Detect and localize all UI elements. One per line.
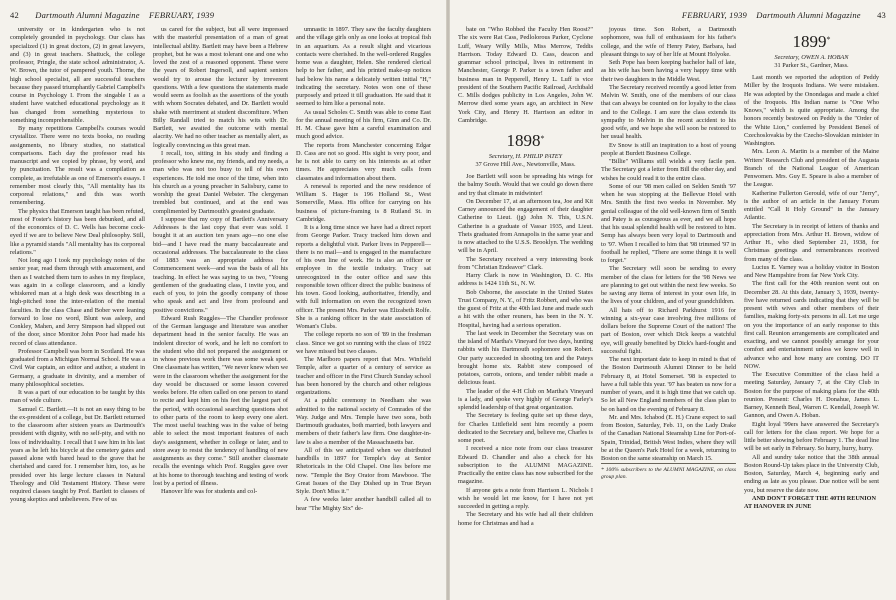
paragraph: The Secretary is feeling quite set up these days, for Charles Littlefield sent him recently a poem dedicated to the Secretary and, believe me, Charles is some poet.: [458, 412, 593, 444]
column-5: [601, 26, 736, 594]
column-1: [10, 26, 145, 594]
paragraph: The physics that Emerson taught has been refuted, most of Foster's history has been debunked, and all of the economics of D. C. Wells has become cock-eyed if we are to believe New Deal philosophy. Still, like a pyramid stands "All mentality has its corporeal relations.": [10, 207, 145, 256]
paragraph: By many repetitions Campbell's courses would crystallize. There were no texts books, no reading assignments, no library studies, no statistical comparisons. Each day the professor read his manuscript and we copied by phrase, by word, and by punctuation. The result was a compilation as complete, as irrefutable as one of Emerson's essays. I remember most clearly this, "All mentality has its corporeal relations," and this was worth remembering.: [10, 125, 145, 207]
paragraph: The reports from Manchester concerning Edgar D. Cass are not so good. His sight is very poor, and he is not able to carry on his interests as at other times. He appreciates very much calls from classmates and information about them.: [296, 141, 431, 182]
right-running-header: [682, 10, 886, 22]
column-4: [458, 26, 593, 594]
paragraph: I suppose that my copy of Bartlett's Anniversary Addresses is the last copy that ever was sold. I bought it at an auction ten years ago—no one else bid—and I have read the many baccalaureate and occasional addresses. The baccalaureate to the class of 1883 was an appropriate address for Commencement week—and was the basis of all his teaching. In effect he was saying to us two, "Young gentlemen of the graduating class, I invite you, and each of you, to join the goodly company of those who speak and act and live from profound and positive convictions.": [153, 215, 288, 314]
paragraph: Katherine Fullerton Gerould, wife of our "Jerry", is the author of an article in the January Forum entitled "Call It Holy Ground" in the January Atlantic.: [744, 189, 879, 222]
paragraph: Eight loyal '99ers have answered the Secretary's call for letters for the class report. We hope for a little better showing before February 1. The dead line will be set early in February. So hurry, hurry, hurry.: [744, 420, 879, 453]
paragraph: us cared for the subject, but all were impressed with the masterful presentation of a man of great intellectual ability. Bartlett may have been a Hebrew prophet, but he was a most tolerant one and one who loved the zest of a reasoned opponent. These were the years of Robert Ingersoll, and sapient seniors would try to arouse the lecturer by irreverent questions. With a few questions the statements made would seem as foolish as the assertions of the youth with whom Socrates debated, and Dr. Bartlett would shake with merriment at student discomfiture. When Billy Randall tried to match his wits with Dr. Bartlett, we awaited the outcome with mental alacrity. We had no other teacher as mentally alert, as logically convincing as this great man.: [153, 26, 288, 149]
paragraph: The first call for the 40th reunion went out on December 28. At this date, January 3, 1939, twenty-five have returned cards indicating that they will be present with wives and other members of their families, making forty-six persons in all. Let me urge on you the importance of an early response to this first call. Reunion arrangements are complicated and exacting, and we cannot possibly arrange for your comfort and entertainment unless we know well in advance who and how many are coming. DO IT NOW.: [744, 280, 879, 370]
left-page-number: 42: [10, 10, 19, 20]
paragraph: All and sundry take notice that the 38th annual Boston Round-Up takes place in the University Club, Boston, Saturday, March 4, beginning early and ending as late as you please. Due notice will be sent you, but reserve the date now.: [744, 453, 879, 494]
paragraph: The Secretary is in receipt of letters of thanks and appreciation from Mrs. Arthur H. Brown, widow of Arthur H., who died September 21, 1938, for Christmas greetings and remembrances received from many of the class.: [744, 222, 879, 263]
paragraph: The Secretary will soon be sending to every member of the class for letters for the '98 News we are planning to get out within the next few weeks. So be saving any items of interest in your own life, in the lives of your children, and of your grandchildren.: [601, 265, 736, 306]
secretary-line: Secretary, OWEN A. HOBAN: [774, 54, 849, 61]
left-running-head: Dartmouth Alumni Magazine: [35, 10, 140, 20]
secretary-line: Secretary, H. PHILIP PATEY: [488, 153, 563, 160]
paragraph: At a public ceremony in Needham she was admitted to the national society of Comrades of the Way. Judge and Mrs. Temple have two sons, both Dartmouth graduates, both married, both lawyers and members of their father's law firm. One daughter-in-law is also a member of the Massachusetts bar.: [296, 397, 431, 446]
paragraph: The last week in December the Secretary was on the island of Martha's Vineyard for two days, hunting rabbits with his Dartmouth sophomore son Robert. Our party succeeded in shooting ten and the Pateys brought home six. Rabbit stew composed of potatoes, carrots, onions, and tender rabbit made a delicious feast.: [458, 329, 593, 387]
paragraph: I received a nice note from our class treasurer Edward D. Chandler and also a check for his subscription to the ALUMNI MAGAZINE. Practically the entire class has now subscribed for the magazine.: [458, 445, 593, 486]
paragraph: The Secretary and his wife had all their children home for Christmas and had a: [458, 511, 593, 527]
paragraph: Not long ago I took my psychology notes of the senior year, read them through with amazement, and then as I watched them turn to ashes in my fireplace, was again in a college classroom, and a kindly whiskered man at a high desk was describing in a high-pitched tone the inter-relation of the mental faculties. In the class Chase and Bober were leaning forward to lose no word, Blunt was asleep, and Conkley, Mahen, and Jerry Simpson had slipped out of the door, since Monitor John Poor had made his record of class attendance.: [10, 257, 145, 347]
paragraph: Mr. and Mrs. Ichabod (E. H.) Crane expect to sail from Boston, Saturday, Feb. 11, on the Lady Drake of the Canadian National Steamship Line for Port-of-Spain, Trinidad, British West Indies, where they will be at the Queen's Park Hotel for a week, returning to Boston on the same steamship on March 15.: [601, 413, 736, 462]
class-year-heading-1898: 1898*: [506, 131, 545, 150]
left-running-header: [10, 10, 214, 22]
paragraph: Hanover life was for students and col-: [161, 488, 258, 495]
paragraph: Lucius E. Varney was a holiday visitor in Boston and New Hampshire from far New York City.: [744, 263, 879, 279]
secretary-address: 31 Parker St., Gardner, Mass.: [774, 62, 849, 69]
paragraph: Harry Clark is now in Washington, D. C. His address is 1424 11th St., N. W.: [458, 272, 593, 288]
left-issue-date: FEBRUARY, 1939: [149, 10, 215, 20]
paragraph: Bob Osborne, the associate in the United States Trust Company, N. Y., of Fritz Robbert, and who was the guest of Fritz at the 40th last June and made such a hit with the other reuners, has been in the N. Y. Hospital, having had a serious operation.: [458, 288, 593, 329]
closing-reminder: AND DON'T FORGET THE 40TH REUNION AT HANOVER IN JUNE: [744, 494, 876, 510]
paragraph: Samuel C. Bartlett.—It is not an easy thing to be the ex-president of a college, but Dr. Bartlett returned to the classroom after sixteen years as Dartmouth's president with dignity, with no self-pity, and with no loss of individuality. I recall that I saw him in his last years as he left his bicycle at the cemetery gates and passed alone with bared head to the grave that he cherished and cared for. I remember him, too, as he presided over his large lecture classes in Natural Theology and Old Testament History. These were required classes taught by Prof. Bartlett to classes of young skeptics and unbelievers. Few of us: [10, 405, 145, 504]
column-2: [153, 26, 288, 594]
paragraph: Professor Campbell was born in Scotland. He was graduated from a Michigan Normal School. He was a Civil War captain, an editor and author, a student in Germany, a graduate in divinity, and a member of many philosophical societies.: [10, 347, 145, 388]
paragraph: umnastic in 1897. They saw the faculty daughters and the village girls only as one looks at tropical fish in an aquarium. As a result slight and vicarious contacts were cherished. In the well-ordered Ruggles home was a daughter, Helen. She rendered clerical help to her father, and his printed make-up notices had below his name a delicately written initial "H," indicating the secretary. Notes won one of these purposely and prized it till graduation. He said that it seemed to him like a personal note.: [296, 26, 431, 108]
paragraph: bate on "Who Robbed the Faculty Hen Roost?" The six were Rat Cass, Pedlolorous Parker, Cyclone Luff, Weary Willy Mills, Miss Merrow, Teddis Harrison. Today Edward D. Cass, deacon and grammar school principal, lives in retirement in Manchester, George P. Parker is a town father and business man in Pepperell, Henry L. Luff is vice president of the Southern Pacific Railroad, Archibald C. Mills dodges publicity in Los Angeles, John W. Merrow died some years ago, an architect in New York City, and Henry H. Harrison an editor in Cambridge.: [458, 26, 593, 124]
paragraph: Some of our '98 men called on Selden Smith '97 when he was stopping at the Bellevue Hotel with Mrs. Smith the first two weeks in November. My genial colleague of the old well-known firm of Smith and Patey is as courageous as ever, and we all hope that his usual splendid health will be restored to him. Semp has always been very loyal to Dartmouth and to '97. When I recalled to him that '98 trimmed '97 in football he replied, "There are some things it is well to forget.": [601, 182, 736, 264]
paragraph: A renewal is reported and the new residence of William S. Hager is 196 Holland St., West Somerville, Mass. His office for carrying on his business of picture-framing is 8 Rutland St. in Cambridge.: [296, 182, 431, 223]
paragraph: Joe Bartlett will soon be spreading his wings for the balmy South. Would that we could go down there and try that climate in midwinter!: [458, 173, 593, 197]
paragraph: The Secretary received a very interesting book from "Christian Endeavor" Clark.: [458, 255, 593, 271]
paragraph: All of this we anticipated when we distributed handbills in 1897 for Temple's day at Senior Rhetoricals in the Old Chapel. One lies before me now. "Temple the Boy Orator from Mawbooe. The Great Issues of the Day Dished up in True Bryan Style. Don't Miss it.": [296, 446, 431, 495]
paragraph: I recall, too, sitting in his study and finding a professor who knew me, my friends, and my needs, a man who was not too busy to tell of his own experiences. He told me once of the time, when into his church as a young preacher in Salisbury, came to worship the great Daniel Webster. The clergyman trembled but continued, and at the end was complimented by Dartmouth's greatest graduate.: [153, 149, 288, 215]
footnote: * 100% subscribers to the ALUMNI MAGAZINE, on class group plan.: [601, 463, 736, 481]
paragraph: Ev Snow is still an inspiration to a host of young people at Burdett Business College.: [601, 141, 736, 157]
paragraph: The leader of the 4-H Club on Martha's Vineyard is a lady, and spoke very highly of George Farley's splendid leadership of that great organization.: [458, 387, 593, 411]
left-page: [0, 0, 446, 600]
paragraph: It is a long time since we have had a direct report from George Parker. Tracy tracked him down and reports a delightful visit. Parker lives in Pepperell—there is no mail—and is engaged in the manufacture of his own line of work. He is also an officer or employee in the textile industry. Tracy sat unrecognized in the outer office and saw this responsible town officer direct the public business of his town. Good looking, authoritative, friendly, and with full information on even the recognized town officer. The present Mrs. Parker was Elizabeth Rolfe. She is a ranking officer in the state association of Woman's Clubs.: [296, 224, 431, 330]
paragraph: The Executive Committee of the class held a meeting Saturday, January 7, at the City Club in Boston for the purpose of making plans for the 40th reunion. Present: Charles H. Donahue, James L. Barney, Kenneth Beal, Warren C. Kendall, Joseph W. Gannon, and Owen A. Hoban.: [744, 371, 879, 420]
paragraph: The Secretary received recently a good letter from Melvin W. Smith, one of the members of our class that can always be counted on for loyalty to the class and to the College. I am sure the class extends its sympathy to Melvin in the recent accident to his good wife, and we hope she will soon be restored to her usual health.: [601, 83, 736, 141]
paragraph: It was a part of our education to be taught by this man of wide culture.: [10, 389, 145, 405]
paragraph: If anyone gets a note from Harrison L. Nichols I wish he would let me know, for I have not yet succeeded in getting a reply.: [458, 486, 593, 510]
paragraph: All hats off to Richard Parkhurst 1916 for winning a six-year case involving five millions of dollars before the Supreme Court of the nation! The part of Boston, over which Dick keeps a watchful eye, will greatly benefited by Dick's hard-fought and successful fight.: [601, 306, 736, 355]
right-page-number: 43: [877, 10, 886, 20]
paragraph: The Marlboro papers report that Mrs. Winfield Temple, after a quarter of a century of service as teacher and officer in the First Church Sunday school has been honored by the church and other religious organizations.: [296, 356, 431, 396]
paragraph: The next important date to keep in mind is that of the Boston Dartmouth Alumni Dinner to be held February 8, at Hotel Somerset. '98 is expected to have a full table this year. '97 has beaten us now for a number of years, and it is high time that we catch up. So let all New England members of the class plan to be on hand on the evening of February 8.: [601, 356, 736, 413]
right-page: [450, 0, 896, 600]
paragraph: As usual Scholes C. Smith was able to come East for the annual meeting of his firm, Ginn and Co. Dr. H. M. Chase gave him a careful examination and much good advice.: [296, 108, 431, 141]
paragraph: The college reports no son of '89 in the freshman class. Since we got so running with the class of 1922 we have missed but two classes.: [296, 331, 431, 355]
right-issue-date: FEBRUARY, 1939: [681, 10, 747, 20]
secretary-address: 37 Grove Hill Ave., Newtonville, Mass.: [475, 161, 576, 168]
column-6: [744, 26, 879, 594]
paragraph: joyous time. Son Robert, a Dartmouth sophomore, was full of enthusiasm for his father's college, and the wife of Henry Patey, Barbara, had pleasant things to say of her life at Mount Holyoke.: [601, 26, 736, 58]
class-year-heading-1899: 1899*: [792, 32, 831, 51]
paragraph: Mrs. Leon A. Martin is a member of the Maine Writers' Research Club and president of the Augusta Branch of the National League of American Penwomen. Mrs. Guy E. Speare is also a member of the League.: [744, 148, 879, 189]
paragraph: "Billie" Williams still wields a very facile pen. The Secretary got a letter from Bill the other day, and wishes he could read it to the entire class.: [601, 158, 736, 182]
paragraph: On December 17, at an afternoon tea, Joe and Kit Carney announced the engagement of their daughter Catherine to Lieut. (jg) John N. This, U.S.N. Catherine is a graduate of Vassar 1935, and Lieut. Theis graduated from Annapolis in the same year and is now attached to the U.S.S. Brooklyn. The wedding will be in April.: [458, 197, 593, 255]
paragraph: Last month we reported the adoption of Peddy Miller by the Iroquois Indians. We were mistaken. He was adopted by the Onondagas and made a chief of the Iroquois. His Indian name is "One Who Knows," which is quite appropriate. Among the honors recently bestowed on Peddy is the "Order of the White Lion," conferred by President Beneš of Czechoslovakia by the Czecho-Slovakian minister in Washington.: [744, 74, 879, 147]
paragraph: Edward Rush Ruggles—The Chandler professor of the German language and literature was another department head in the senior faculty. He was an indolent director of work, and he left no comfort to the student who did not prepared the assignment or in whose previous work there was some weak spot. One classmate has written, "We never knew when we were in the classroom whether the assignment for the day would be discussed or some lesson covered weeks before. He often called on one person to stand to recite and kept him on his feet the largest part of the period, with occasional searching questions shot to other parts of the room to keep every one alert. The most useful teaching was in the value of being able to select the most important features of each day's assignment, whether in college or later, and to store away to resist the tendency of handling of new assignments as they come." Still another classmate recalls the evenings which Prof. Ruggles gave over at his home to thorough teaching and testing of work lost by a period of illness.: [153, 314, 288, 487]
column-3: [296, 26, 431, 594]
paragraph: Seth Pope has been keeping bachelor hall of late, as his wife has been having a very happy time with their two daughters in the Middle West.: [601, 59, 736, 83]
paragraph: A few weeks later another handbill called all to hear "The Mighty Six" de-: [296, 496, 431, 512]
paragraph: university or in kindergarten who is not completely grounded in psychology. Our class has specialized (1) in great doctors, (2) in great lawyers, and (3) in great teachers. Shattuck, the college professor, Pringle, the state school administrator, A. W. Brown, the tutor of pampered youth. Thorne, the high school specialist, all are successful teachers because they passed triumphantly Gabriel Campbell's course in Psychology I. From the singable I as a student have watched educational psychology as it has changed from something mysterious to something incomprehensible.: [10, 26, 145, 124]
right-running-head: Dartmouth Alumni Magazine: [756, 10, 861, 20]
